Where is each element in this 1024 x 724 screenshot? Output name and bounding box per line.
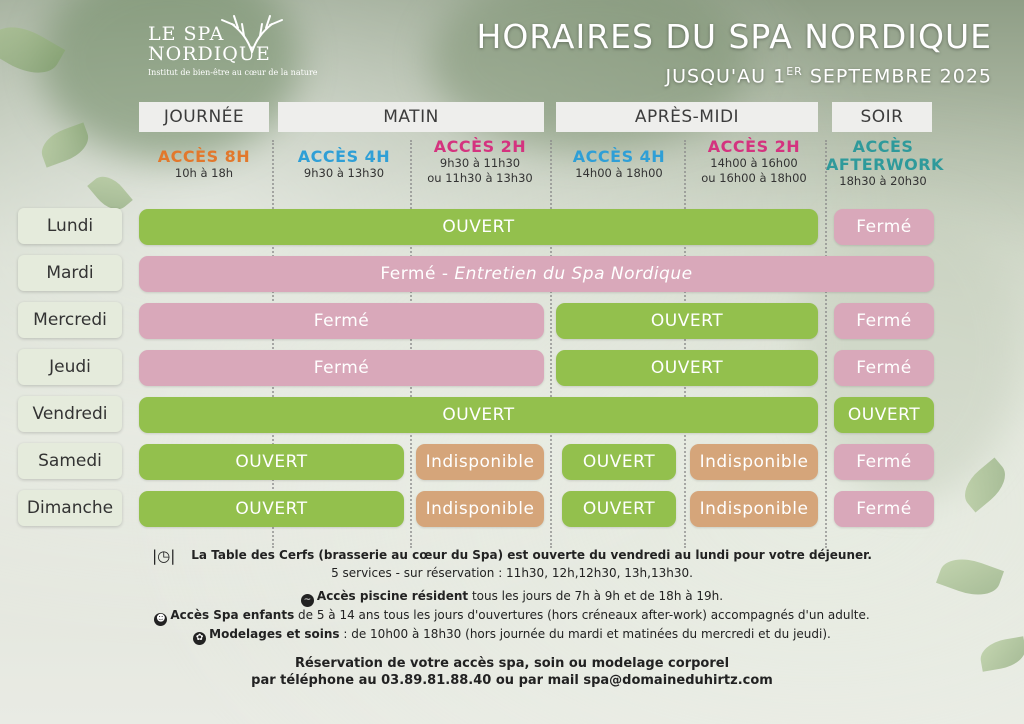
slot-dimanche-4h-matin: OUVERT — [139, 491, 404, 527]
slot-mercredi-soir: Fermé — [834, 303, 934, 339]
day-mercredi: Mercredi — [18, 302, 122, 338]
slot-dimanche-4h-apres-midi: OUVERT — [562, 491, 676, 527]
day-dimanche: Dimanche — [18, 490, 122, 526]
brand-line2: NORDIQUE — [148, 43, 271, 65]
brand-tagline: Institut de bien-être au cœur de la nature — [148, 68, 318, 77]
column-divider — [684, 140, 686, 548]
footer-info — [0, 545, 1024, 689]
column-aprem-acces-2h: ACCÈS 2H 14h00 à 16h00 ou 16h00 à 18h00 — [701, 137, 807, 185]
reservation-line1: Réservation de votre accès spa, soin ou modelage corporel — [294, 656, 730, 671]
slot-samedi-4h-apres-midi: OUVERT — [562, 444, 676, 480]
slot-samedi-2h-matin: Indisponible — [416, 444, 544, 480]
swimmer-icon: ~ — [301, 594, 314, 607]
slot-jeudi-matin: Fermé — [139, 350, 544, 386]
header-matin: MATIN — [278, 102, 544, 132]
reservation-line2: par téléphone au 03.89.81.88.40 ou par mail spa@domaineduhirtz.com — [251, 673, 773, 688]
child-icon: ☻ — [156, 614, 166, 624]
brasserie-services: 5 services - sur réservation : 11h30, 12h,12h30, 13h,13h30. — [331, 566, 693, 580]
slot-dimanche-2h-matin: Indisponible — [416, 491, 544, 527]
slot-mercredi-matin: Fermé — [139, 303, 544, 339]
slot-vendredi-journee: OUVERT — [139, 397, 818, 433]
column-matin-acces-4h: ACCÈS 4H 9h30 à 13h30 — [297, 147, 391, 180]
enfants-line: ☻ Accès Spa enfants de 5 à 14 ans tous les jours d'ouvertures (hors créneaux after-work) accompagnés d'un adulte. — [156, 608, 870, 624]
massage-icon: ✿ — [193, 632, 206, 645]
brasserie-line: |◷| La Table des Cerfs (brasserie au cœur du Spa) est ouverte du vendredi au lundi pour votre déjeuner. — [152, 547, 872, 565]
brand-logo — [148, 24, 318, 77]
slot-jeudi-apres-midi: OUVERT — [556, 350, 818, 386]
title-sub: JUSQU'AU 1ER SEPTEMBRE 2025 — [665, 65, 992, 88]
column-divider — [825, 140, 827, 548]
column-aprem-acces-4h: ACCÈS 4H 14h00 à 18h00 — [572, 147, 666, 180]
slot-lundi-journee: OUVERT — [139, 209, 818, 245]
day-samedi: Samedi — [18, 443, 122, 479]
day-mardi: Mardi — [18, 255, 122, 291]
header-apres-midi: APRÈS-MIDI — [556, 102, 818, 132]
page-title — [477, 18, 992, 88]
slot-samedi-4h-matin: OUVERT — [139, 444, 404, 480]
slot-mardi-entretien: Fermé - Entretien du Spa Nordique — [139, 256, 934, 292]
column-matin-acces-2h: ACCÈS 2H 9h30 à 11h30 ou 11h30 à 13h30 — [427, 137, 533, 185]
slot-mercredi-apres-midi: OUVERT — [556, 303, 818, 339]
slot-dimanche-2h-apres-midi: Indisponible — [690, 491, 818, 527]
slot-samedi-2h-apres-midi: Indisponible — [690, 444, 818, 480]
title-main: HORAIRES DU SPA NORDIQUE — [476, 17, 992, 56]
soins-line: ✿ Modelages et soins : de 10h00 à 18h30 (hors journée du mardi et matinées du mercredi et du jeudi). — [0, 626, 1024, 645]
clock-plate-icon: |◷| — [152, 547, 176, 565]
brand-line1: LE SPA — [148, 23, 225, 45]
column-divider — [272, 140, 274, 548]
column-divider — [410, 140, 412, 548]
header-journee: JOURNÉE — [139, 102, 269, 132]
slot-dimanche-soir: Fermé — [834, 491, 934, 527]
day-vendredi: Vendredi — [18, 396, 122, 432]
header-soir: SOIR — [832, 102, 932, 132]
piscine-line: ~ Accès piscine résident tous les jours de 7h à 9h et de 18h à 19h. — [0, 588, 1024, 607]
slot-samedi-soir: Fermé — [834, 444, 934, 480]
column-afterwork: ACCÈS AFTERWORK 18h30 à 20h30 — [826, 137, 944, 188]
slot-vendredi-soir: OUVERT — [834, 397, 934, 433]
column-acces-8h: ACCÈS 8H 10h à 18h — [157, 147, 251, 180]
day-lundi: Lundi — [18, 208, 122, 244]
slot-jeudi-soir: Fermé — [834, 350, 934, 386]
day-jeudi: Jeudi — [18, 349, 122, 385]
leaf-decoration — [36, 122, 93, 167]
column-divider — [550, 140, 552, 548]
slot-lundi-soir: Fermé — [834, 209, 934, 245]
